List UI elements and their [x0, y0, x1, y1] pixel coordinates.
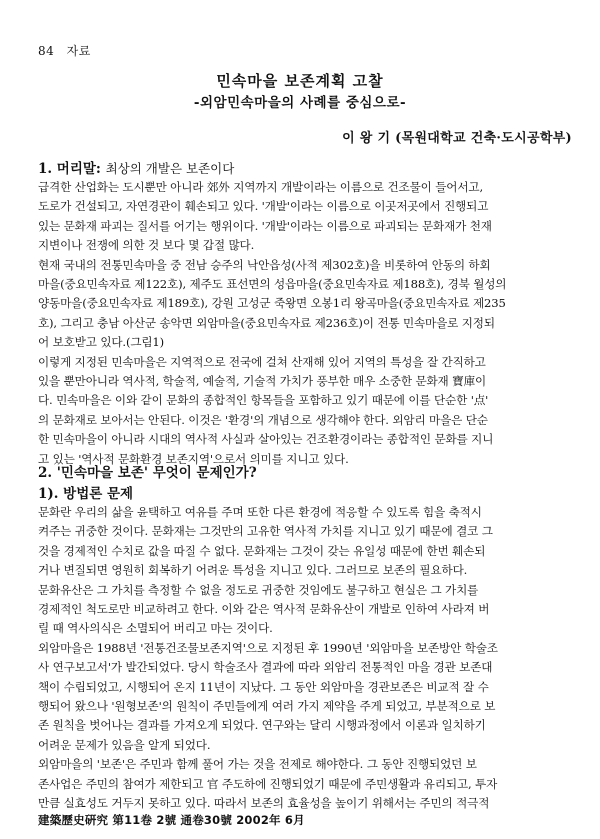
section-1-heading-text: 최상의 개발은 보존이다 — [105, 161, 235, 176]
section-1-heading — [38, 160, 572, 178]
text-line: 어려운 문제가 있음을 알게 되었다. — [38, 737, 211, 752]
text-line: 사 연구보고서'가 발간되었다. 당시 학술조사 결과에 따라 외암리 전통적인 마을 경관 보존대 — [38, 660, 493, 675]
text-line: 존사업은 주민의 참여가 제한되고 官 주도하에 진행되었기 때문에 주민생활과 유리되고, 투자 — [38, 776, 498, 791]
paper-subtitle: -외암민속마을의 사례를 중심으로- — [193, 95, 407, 111]
text-line: 마을(중요민속자료 제122호), 제주도 표선면의 성읍마을(중요민속자료 제188호), 경북 월성의 — [38, 277, 507, 292]
section-2-heading: 2. '민속마을 보존' 무엇이 문제인가? — [38, 465, 257, 481]
text-line: 행되어 왔으나 '원형보존'의 원칙이 주민들에게 여러 가지 제약을 주게 되었고, 부분적으로 보 — [38, 699, 496, 714]
text-line: 호), 그리고 충남 아산군 송악면 외암마을(중요민속자료 제236호)이 전통 민속마을로 지정되 — [38, 315, 495, 330]
section-2-subheading: 1). 방법론 문제 — [38, 486, 134, 502]
text-line: 고 있는 '역사적 문화환경 보존지역'으로서 의미를 지니고 있다. — [38, 451, 349, 466]
text-line: 외암마을의 '보존'은 주민과 함께 풀어 가는 것을 전제로 해야한다. 그 동안 진행되었던 보 — [38, 757, 477, 772]
text-line: 한 민속마을이 아니라 시대의 역사적 사실과 살아있는 건조환경이라는 종합적인 문화를 지니 — [38, 432, 494, 447]
text-line: 경제적인 척도로만 비교하려고 한다. 이와 같은 역사적 문화유산이 개발로 인하여 사라져 버 — [38, 602, 490, 617]
text-line: 문화유산은 그 가치를 측정할 수 없을 정도로 귀중한 것임에도 불구하고 현실은 그 가치를 — [38, 582, 479, 597]
text-line: 현재 국내의 전통민속마을 중 전남 승주의 낙안읍성(사적 제302호)을 비롯하여 안동의 하회 — [38, 257, 491, 272]
paper-title: 민속마을 보존계획 고찰 — [216, 72, 384, 90]
text-line: 다. 민속마을은 이와 같이 문화의 종합적인 항목들을 포함하고 있기 때문에 이를 단순한 '点' — [38, 393, 489, 408]
text-line: 있는 문화재 파괴는 질서를 어기는 행위이다. '개발'이라는 이름으로 파괴되는 문화재가 천재 — [38, 218, 492, 233]
running-head — [38, 42, 91, 59]
text-line: 있을 뿐만아니라 역사적, 학술적, 예술적, 기술적 가치가 풍부한 매우 소중한 문화재 寶庫이 — [38, 374, 487, 389]
section-1-body — [38, 178, 572, 469]
section-2-body — [38, 503, 572, 814]
text-line: 외암마을은 1988년 '전통건조물보존지역'으로 지정된 후 1990년 '외암마을 보존방안 학술조 — [38, 640, 498, 655]
text-line: 급격한 산업화는 도시뿐만 아니라 郊外 지역까지 개발이라는 이름으로 건조물이 들어서고, — [38, 180, 483, 194]
text-line: 만큼 실효성도 거두지 못하고 있다. 따라서 보존의 효율성을 높이기 위해서는 주민의 적극적 — [38, 796, 490, 811]
text-line: 릴 때 역사의식은 소멸되어 버리고 마는 것이다. — [38, 621, 273, 636]
text-line: 것을 경제적인 수치로 값을 따질 수 없다. 문화재는 그것이 갖는 유일성 때문에 한번 훼손되 — [38, 543, 486, 558]
author-line: 이 왕 기 (목원대학교 건축·도시공학부) — [342, 131, 572, 146]
section-1-heading-number: 1. 머리말: — [38, 161, 101, 177]
text-line: 도로가 건설되고, 자연경관이 훼손되고 있다. '개발'이라는 이름으로 이곳저곳에서 진행되고 — [38, 199, 489, 214]
section-introduction — [38, 160, 572, 469]
text-line: 양동마을(중요민속자료 제189호), 강원 고성군 죽왕면 오봉1리 왕곡마을(중요민속자료 제235 — [38, 296, 506, 311]
section-preservation-issues — [38, 464, 572, 814]
text-line: 존 원칙을 벗어나는 결과를 가져오게 되었다. 연구와는 달리 시행과정에서 이론과 일치하기 — [38, 718, 486, 733]
text-line: 책이 수립되었고, 시행되어 온지 11년이 지났다. 그 동안 외암마을 경관보존은 비교적 잘 수 — [38, 679, 489, 694]
text-line: 지변이나 전쟁에 의한 것 보다 몇 갑절 많다. — [38, 238, 255, 253]
text-line: 이렇게 지정된 민속마을은 지역적으로 전국에 걸쳐 산재해 있어 지역의 특성을 잘 간직하고 — [38, 354, 486, 369]
text-line: 어 보호받고 있다.(그림1) — [38, 335, 165, 350]
text-line: 문화란 우리의 삶을 윤택하고 여유를 주며 또한 다른 환경에 적응할 수 있도록 힘을 축적시 — [38, 505, 482, 519]
text-line: 거나 변질되면 영원히 회복하기 어려운 특성을 지니고 있다. 그러므로 보존의 필요하다. — [38, 563, 468, 578]
text-line: 의 문화재로 보아서는 안된다. 이것은 '환경'의 개념으로 생각해야 한다. 외암리 마을은 단순 — [38, 412, 488, 427]
page-number: 84 — [38, 44, 55, 58]
text-line: 켜주는 귀중한 것이다. 문화재는 그것만의 고유한 역사적 가치를 지니고 있기 때문에 결코 그 — [38, 524, 493, 539]
section-label: 자료 — [66, 44, 91, 58]
journal-footer: 建築歷史硏究 第11卷 2號 通卷30號 2002年 6月 — [38, 813, 305, 827]
